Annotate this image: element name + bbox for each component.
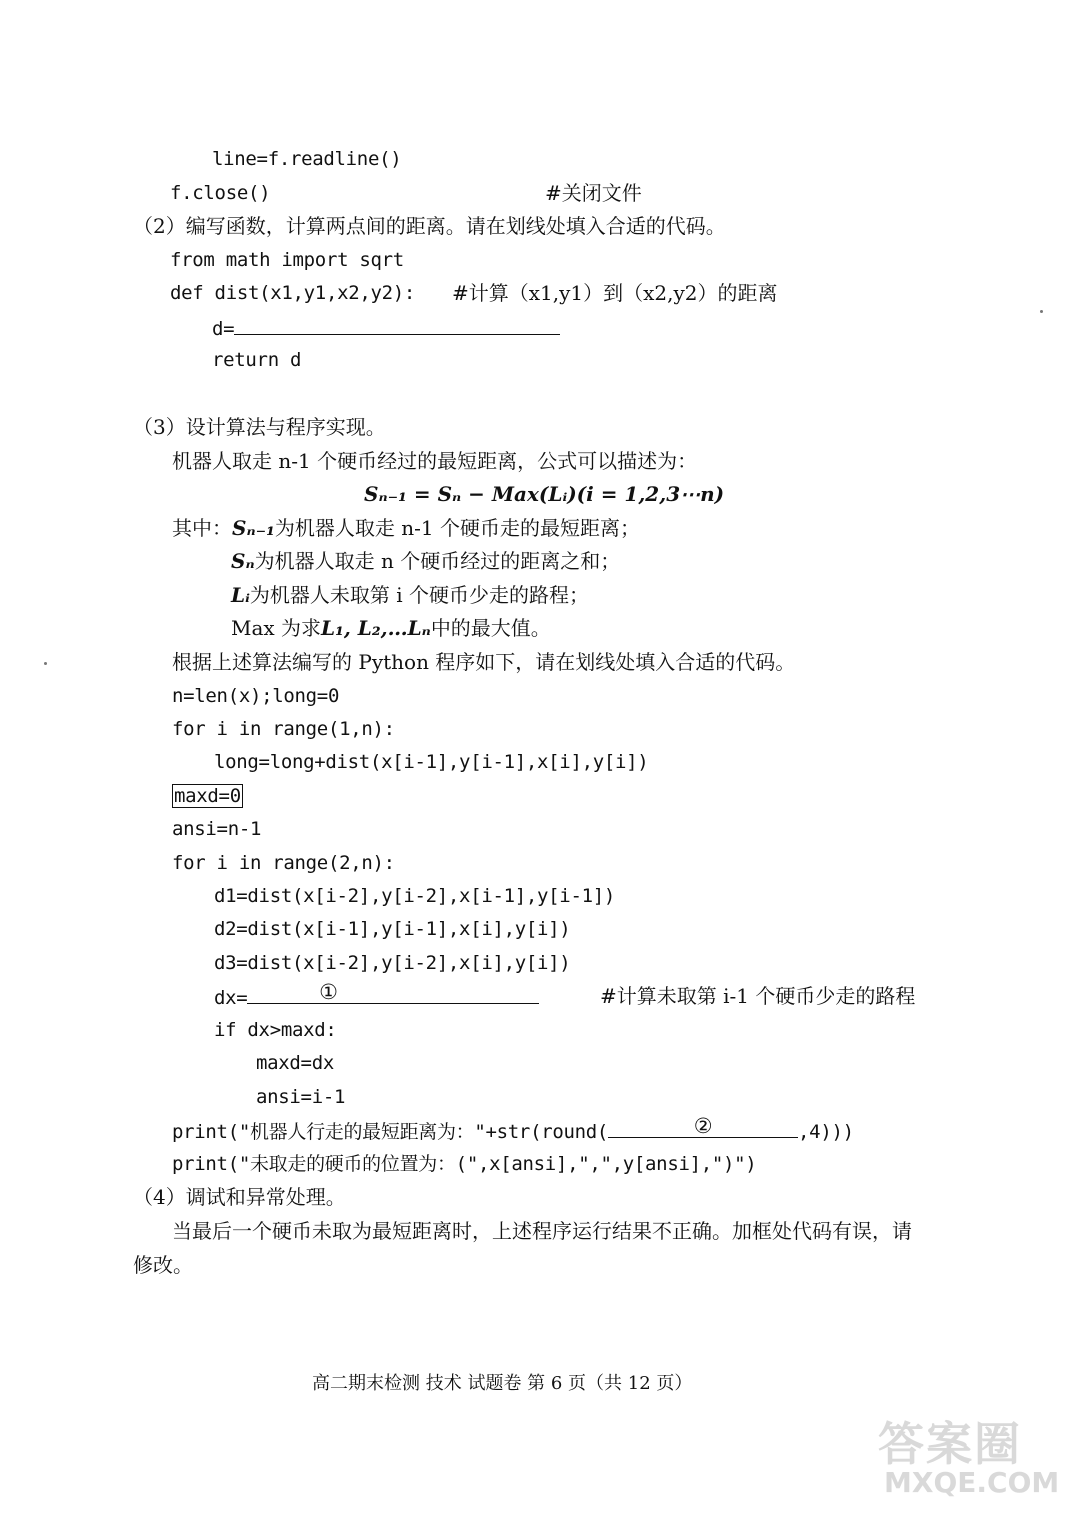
code-line: if dx>maxd: <box>214 1019 337 1041</box>
formula: Sₙ₋₁ = Sₙ − Max(Lᵢ)(i = 1,2,3⋯n) <box>364 482 725 506</box>
paragraph: 根据上述算法编写的 Python 程序如下，请在划线处填入合适的代码。 <box>172 650 796 674</box>
watermark-cn: 答案圈 <box>878 1417 1022 1471</box>
definition-line <box>231 548 620 574</box>
paragraph: 当最后一个硬币未取为最短距离时，上述程序运行结果不正确。加框处代码有误，请 <box>172 1219 912 1243</box>
boxed-code-line[interactable] <box>172 783 243 809</box>
code-text: ,4))) <box>798 1121 854 1143</box>
question-2-heading: （2）编写函数，计算两点间的距离。请在划线处填入合适的代码。 <box>133 214 726 238</box>
code-line: line=f.readline() <box>212 148 402 170</box>
code-line: ansi=n-1 <box>172 818 262 840</box>
code-text: dx= <box>214 987 248 1009</box>
question-3-heading: （3）设计算法与程序实现。 <box>133 415 386 439</box>
paragraph: 修改。 <box>133 1253 193 1277</box>
formula-variable: Sₙ <box>231 549 255 573</box>
code-line: n=len(x);long=0 <box>172 685 340 707</box>
code-line: d3=dist(x[i-2],y[i-2],x[i],y[i]) <box>214 952 571 974</box>
answer-blank-1[interactable] <box>247 980 539 1004</box>
formula-variable: Lᵢ <box>231 583 250 607</box>
code-line: return d <box>212 349 302 371</box>
code-text: print("机器人行走的最短距离为："+str(round( <box>172 1121 609 1143</box>
code-line: for i in range(1,n): <box>172 718 395 740</box>
code-text: d= <box>212 318 235 340</box>
code-line-blank <box>212 314 560 340</box>
definition-line <box>231 615 551 641</box>
definition-prefix: 其中： <box>172 516 232 540</box>
question-4-heading: （4）调试和异常处理。 <box>133 1185 346 1209</box>
blank-marker-2: ② <box>693 1114 713 1138</box>
scan-speck <box>44 662 47 665</box>
watermark-en: MXQE.COM <box>884 1466 1060 1499</box>
error-box[interactable]: maxd=0 <box>174 785 241 807</box>
definition-text: 为机器人未取第 i 个硬币少走的路程； <box>249 583 589 607</box>
paragraph: 机器人取走 n-1 个硬币经过的最短距离，公式可以描述为： <box>172 449 698 473</box>
definition-line <box>231 582 589 608</box>
code-line: from math import sqrt <box>170 249 404 271</box>
scan-speck <box>1040 310 1043 313</box>
definition-line <box>172 515 640 541</box>
code-line: f.close() <box>170 182 271 204</box>
code-line: long=long+dist(x[i-1],y[i-1],x[i],y[i]) <box>214 751 649 773</box>
watermark-logo <box>878 1408 1068 1508</box>
code-line: maxd=dx <box>256 1052 334 1074</box>
formula-variable: L₁, L₂,…Lₙ <box>321 616 431 640</box>
code-line-blank <box>172 1114 854 1143</box>
definition-text: Max 为求 <box>231 616 322 640</box>
code-line-blank <box>214 980 539 1009</box>
code-line: print("未取走的硬币的位置为：(",x[ansi],",",y[ansi],")") <box>172 1153 757 1175</box>
code-comment: #计算（x1,y1）到（x2,y2）的距离 <box>452 281 778 305</box>
code-line: d1=dist(x[i-2],y[i-2],x[i-1],y[i-1]) <box>214 885 616 907</box>
page-footer: 高二期末检测 技术 试题卷 第 6 页（共 12 页） <box>312 1373 693 1394</box>
answer-blank[interactable] <box>234 314 560 335</box>
formula-variable: Sₙ₋₁ <box>232 516 275 540</box>
answer-blank-2[interactable] <box>608 1114 798 1138</box>
code-line: d2=dist(x[i-1],y[i-1],x[i],y[i]) <box>214 918 571 940</box>
code-comment: #关闭文件 <box>545 181 642 205</box>
code-line: for i in range(2,n): <box>172 852 395 874</box>
code-comment: #计算未取第 i-1 个硬币少走的路程 <box>600 984 916 1008</box>
code-line: def dist(x1,y1,x2,y2): <box>170 282 416 304</box>
code-line: ansi=i-1 <box>256 1086 346 1108</box>
blank-marker-1: ① <box>319 980 338 1004</box>
definition-text: 为机器人取走 n 个硬币经过的距离之和； <box>254 549 621 573</box>
definition-text: 中的最大值。 <box>430 616 551 640</box>
definition-text: 为机器人取走 n-1 个硬币走的最短距离； <box>274 516 640 540</box>
